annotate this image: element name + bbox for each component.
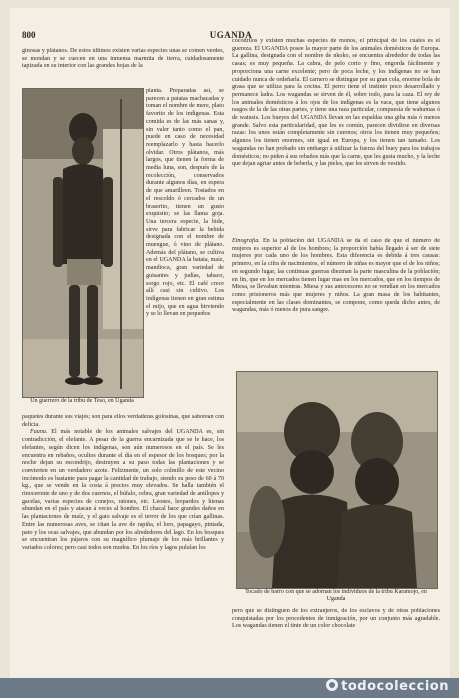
right-bottom-text: pero que se distinguen de los extranjeros, de los esclavos y de otras poblaciones conquistadas por los procedentes de inmigración, por un conjunto más agradable. Los wagandas tienen el tinte de un color chocolate <box>232 608 440 630</box>
left-side-text: planta. Preparadas así, se parecen a patatas machacadas y toman el nombre de mere, plato favorito de los indígenas. Esta comida es de las más sanas y, sin valer tanto como el pan, puede en caso de necesidad reemplazarlo y hasta hacerlo olvidar. Otros plátanos, más largos, que tienen la forma de media luna, son, después de la recolección, conservados durante algunos días, en espera de que amarilleen. Tostados en el rescoldo ó cercados de un braserito, tienen un gusto exquisito; se las llama goja. Una tercera especie, la bide, sirve para fabricar la bebida designada con el nombre de muengue, ó vino de plátano. Además del plátano, se cultiva en el UGANDA la batata, maíz, mandioca, gran variedad de guisantes y judías, tabaco, sorgo rojo, etc. El café crece allí casi sin cultivo. Los indígenas tienen en gran estima el mijo, que en agua hirviendo y se lo llevan en pequeños <box>146 88 224 318</box>
karamojo-photo <box>236 371 438 589</box>
page-title: UGANDA <box>209 30 253 40</box>
left-intro-text: ginosas y plátanos. De estos últimos existen varias especies unas se comen verdes, se mondan y se cuecen en una inmensa marmita de tierra, cuidadosamente tapizada en su interior con las grandes hojas de la <box>22 48 224 70</box>
page-number: 800 <box>22 30 36 40</box>
right-ethnography-text: Etnografía. En la población del UGANDA se da el caso de que el número de mujeres es superior al de los hombres; la proporción había llegado á ser de siete mujeres por cada uno de los hombres. Esta diferencia es debida á tres causas: primero, en la cifra de nacimientos, el número de niñas es mayor que el de los niños; en segundo lugar, las continuas guerras diezman la parte masculina de la población; en fin, que en los mercados tienen lugar mas en los mercados, que en los tiempos de Mtesa, se llevaban mientras. Mtesa y sus antecesores no se vendían en los mercados como prisioneros más que mujeres y niños. La gran masa de los habitantes, especialmente en las clases dominantes, se compone, como queda dicho antes, de wagandas, más ó menos de pura sangre. <box>232 238 440 314</box>
todocoleccion-watermark: todocoleccion <box>326 679 449 694</box>
left-fauna-text: paquetes durante sus viajes; son para ellos verdaderas golosinas, que saborean con delicia. Fauna. El más notable de los animales salvajes del UGANDA es, sin contradicción, el elefante. A pesar de la guerra encarnizada que se le hace, los elefantes, según dicen los indígenas, son aún numerosos en el país. Se les encuentra en rebaños, ocultos durante el día en el espesor de los bosques; por la noche dejan su escondrijo, destruyen a su paso todas las plantaciones y se convierten en un verdadero azote. Felizmente, un solo colmillo de este vecino incómodo es bastante para pagar la cantidad de trabajo, siendo su peso de 60 á 70 kg., que se vende en la costa á precios muy elevados. Se halla también el rinoceronte de uno y de dos cuernos, el búfalo, cebra, gran variedad de antílopes y gacelas, varias especies de conejos, ratones, etc. Leones, leopardos y hienas abundan en el país y atacan á veces al hombre. El chacal hace grandes daños en las plantaciones de maíz, y el gato salvaje es el terror de los que crían gallinas. Entre las numerosas aves, se citan la ave de rapiña, el loro, papagayo, pintada, pato y los ocas salvajes, que abundan por los alrededores del lago. En los bosques se encuentran los pájaros con su magnífico plumaje de los más brillantes y variados colores; pero casi todos son mudos. En los ríos y lagos pululan los <box>22 414 224 551</box>
warrior-photo <box>22 88 144 398</box>
photo1-caption: Un guerrero de la tribu de Teso, en Uganda <box>30 398 134 404</box>
todocoleccion-logo-icon <box>326 679 338 691</box>
magazine-page <box>10 8 450 678</box>
watermark-bar <box>0 678 459 698</box>
fauna-heading: Fauna. <box>30 429 48 436</box>
ethnography-heading: Etnografía. <box>232 238 260 244</box>
photo2-caption: Tocado de barro con que se adornan los individuos de la tribu Karamojo, en Uganda <box>245 589 427 603</box>
right-top-text: cocodrilos y existen muchas especies de monos, el principal de los cuales es el guereza. El UGANDA posee la mayor parte de los animales domésticos de Europa. La gallina, designada con el nombre de nkoko, se encuentra alrededor de todas las casas; es muy pequeña. La cabra, de pelo corto y fino, engorda fácilmente y proporciona una carne excelente; pero de poca leche, y los indígenas no se han cuidado nunca de ordeñarla. El carnero se distingue por su gran cola, enorme bola de grasa que se utiliza para la cocina. El perro tiene el instinto poco desarrollado y permanece ladra. Los wagandas se sirven de él, sobre todo, para la caza. El rey de los animales domésticos á los ojos de los indígenas es la vaca, que tiene algunos rasgos de la de las otras partes, y tiene una raza particular, compuesta de wahumas ó de watusis. Los bueyes del UGANDA llevan en las espaldas una giba más ó menos grande. Salvo esta particularidad, que les es común, parecen dividirse en diversas razas: los unos están completamente sin cuernos; otros los tienen muy pequeños; algunos los tienen enormes, sin igual en Europa, y los tienen tan tamaño. Los wagandas no han probado sin embargo á utilizar la fuerza del buey para los trabajos domésticos; no piden á sus rebaños más que la carne, que les gusta mucho, y la leche que dejan agriar antes de beberla, y las pieles, que les sirven de vestido. <box>232 38 440 168</box>
